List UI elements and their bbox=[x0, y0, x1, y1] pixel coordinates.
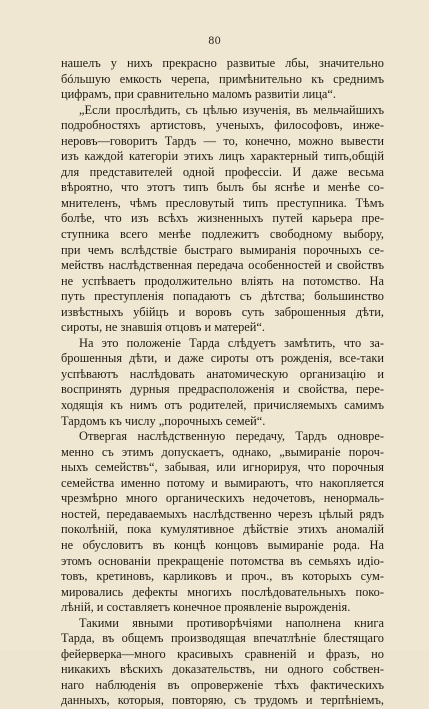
text-line: ныхъ семействъ“, забывая, или игнорируя, что порочныя bbox=[61, 460, 384, 475]
text-line: данныхъ, которыя, повторяю, съ трудомъ и терпѣніемъ, bbox=[61, 693, 384, 708]
text-line: бóльшую емкость черепа, примѣнительно къ среднимъ bbox=[61, 71, 384, 86]
text-line: Тардомъ къ числу „порочныхъ семей“. bbox=[61, 413, 266, 428]
text-line: наго наблюденія въ опроверженіе тѣхъ фактическихъ bbox=[61, 677, 384, 692]
text-line: изъ каждой категоріи этихъ лицъ характерный типъ,общій bbox=[61, 149, 384, 164]
page-number: 80 bbox=[208, 36, 221, 47]
text-line: мнителенъ, чѣмъ пресловутый типъ преступника. Тѣмъ bbox=[61, 195, 384, 210]
text-line: мействъ наслѣдственная передача особенностей и свойствъ bbox=[61, 258, 384, 273]
text-line: На это положеніе Тарда слѣдуетъ замѣтить, что за- bbox=[79, 335, 384, 350]
text-line: „Если прослѣдить, съ цѣлью изученія, въ мельчайшихъ bbox=[79, 102, 384, 117]
text-line: брошенныя дѣти, и даже сироты отъ рожденія, все-таки bbox=[61, 351, 384, 366]
text-line: неровъ—говоритъ Тардъ — то, конечно, можно вывести bbox=[61, 133, 384, 148]
text-line: Отвергая наслѣдственную передачу, Тардъ одновре- bbox=[79, 429, 384, 444]
text-line: не обусловитъ въ концѣ концовъ вымираніе рода. На bbox=[61, 537, 384, 552]
text-line: сироты, не знавшія отцовъ и матерей“. bbox=[61, 320, 265, 335]
text-line: Такими явными противорѣчіями наполнена книга bbox=[79, 615, 384, 630]
text-line: нашелъ у нихъ прекрасно развитые лбы, значительно bbox=[61, 56, 384, 70]
text-line: этомъ основаніи прекращеніе потомства въ семьяхъ идіо- bbox=[61, 553, 384, 568]
text-line: ходящія къ нимъ отъ родителей, причисляемыхъ самимъ bbox=[61, 398, 384, 413]
text-line: фейерверка—много красивыхъ сравненій и фразъ, но bbox=[61, 646, 384, 661]
text-line: вѣроятно, что этотъ типъ былъ бы яснѣе и менѣе со- bbox=[61, 180, 384, 195]
text-line: воспринять дурныя предрасположенія и свойства, пере- bbox=[61, 382, 384, 397]
text-line: Тарда, въ общемъ производящая впечатлѣніе блестящаго bbox=[61, 631, 384, 646]
text-line: успѣваютъ наслѣдовать анатомическую организацію и bbox=[61, 366, 384, 381]
text-line: поколѣній, пока кумулятивное дѣйствіе этихъ аномалій bbox=[61, 522, 384, 537]
text-line: товъ, кретиновъ, карликовъ и проч., въ которыхъ сум- bbox=[61, 569, 384, 584]
text-line: ступника всего менѣе подлежитъ свободному выбору, bbox=[61, 227, 384, 242]
text-line: извѣстныхъ убійцъ и воровъ суть заброшенныя дѣти, bbox=[61, 304, 384, 319]
page-text bbox=[61, 56, 384, 709]
text-line: болѣе, что изъ всѣхъ жизненныхъ путей карьера пре- bbox=[61, 211, 384, 226]
text-line: не успѣваетъ продолжительно вліять на потомство. На bbox=[61, 273, 384, 288]
text-line: никакихъ вѣскихъ доказательствъ, ни одного собствен- bbox=[61, 662, 384, 677]
text-line: чрезмѣрно много органическихъ недочетовъ, ненормаль- bbox=[61, 491, 384, 506]
text-line: ностей, передаваемыхъ наслѣдственно черезъ цѣлый рядъ bbox=[61, 506, 384, 521]
text-line: путь преступленія попадаютъ съ дѣтства; большинство bbox=[61, 289, 384, 304]
text-line: мировались дефекты многихъ послѣдовательныхъ поко- bbox=[61, 584, 384, 599]
text-line: подробностяхъ артистовъ, ученыхъ, философовъ, инже- bbox=[61, 118, 384, 133]
text-line: лѣній, и составляетъ конечное проявленіе вырожденія. bbox=[61, 600, 351, 615]
text-line: для представителей одной профессіи. И даже весьма bbox=[61, 164, 384, 179]
text-line: при чемъ вслѣдствіе быстраго вымиранія порочныхъ се- bbox=[61, 242, 384, 257]
text-line: цифрамъ, при сравнительно маломъ развитіи лица“. bbox=[61, 87, 337, 102]
text-line: семейства именно потому и вымираютъ, что накопляется bbox=[61, 475, 384, 490]
text-line: менно съ этимъ допускаетъ, однако, „вымираніе пороч- bbox=[61, 444, 384, 459]
